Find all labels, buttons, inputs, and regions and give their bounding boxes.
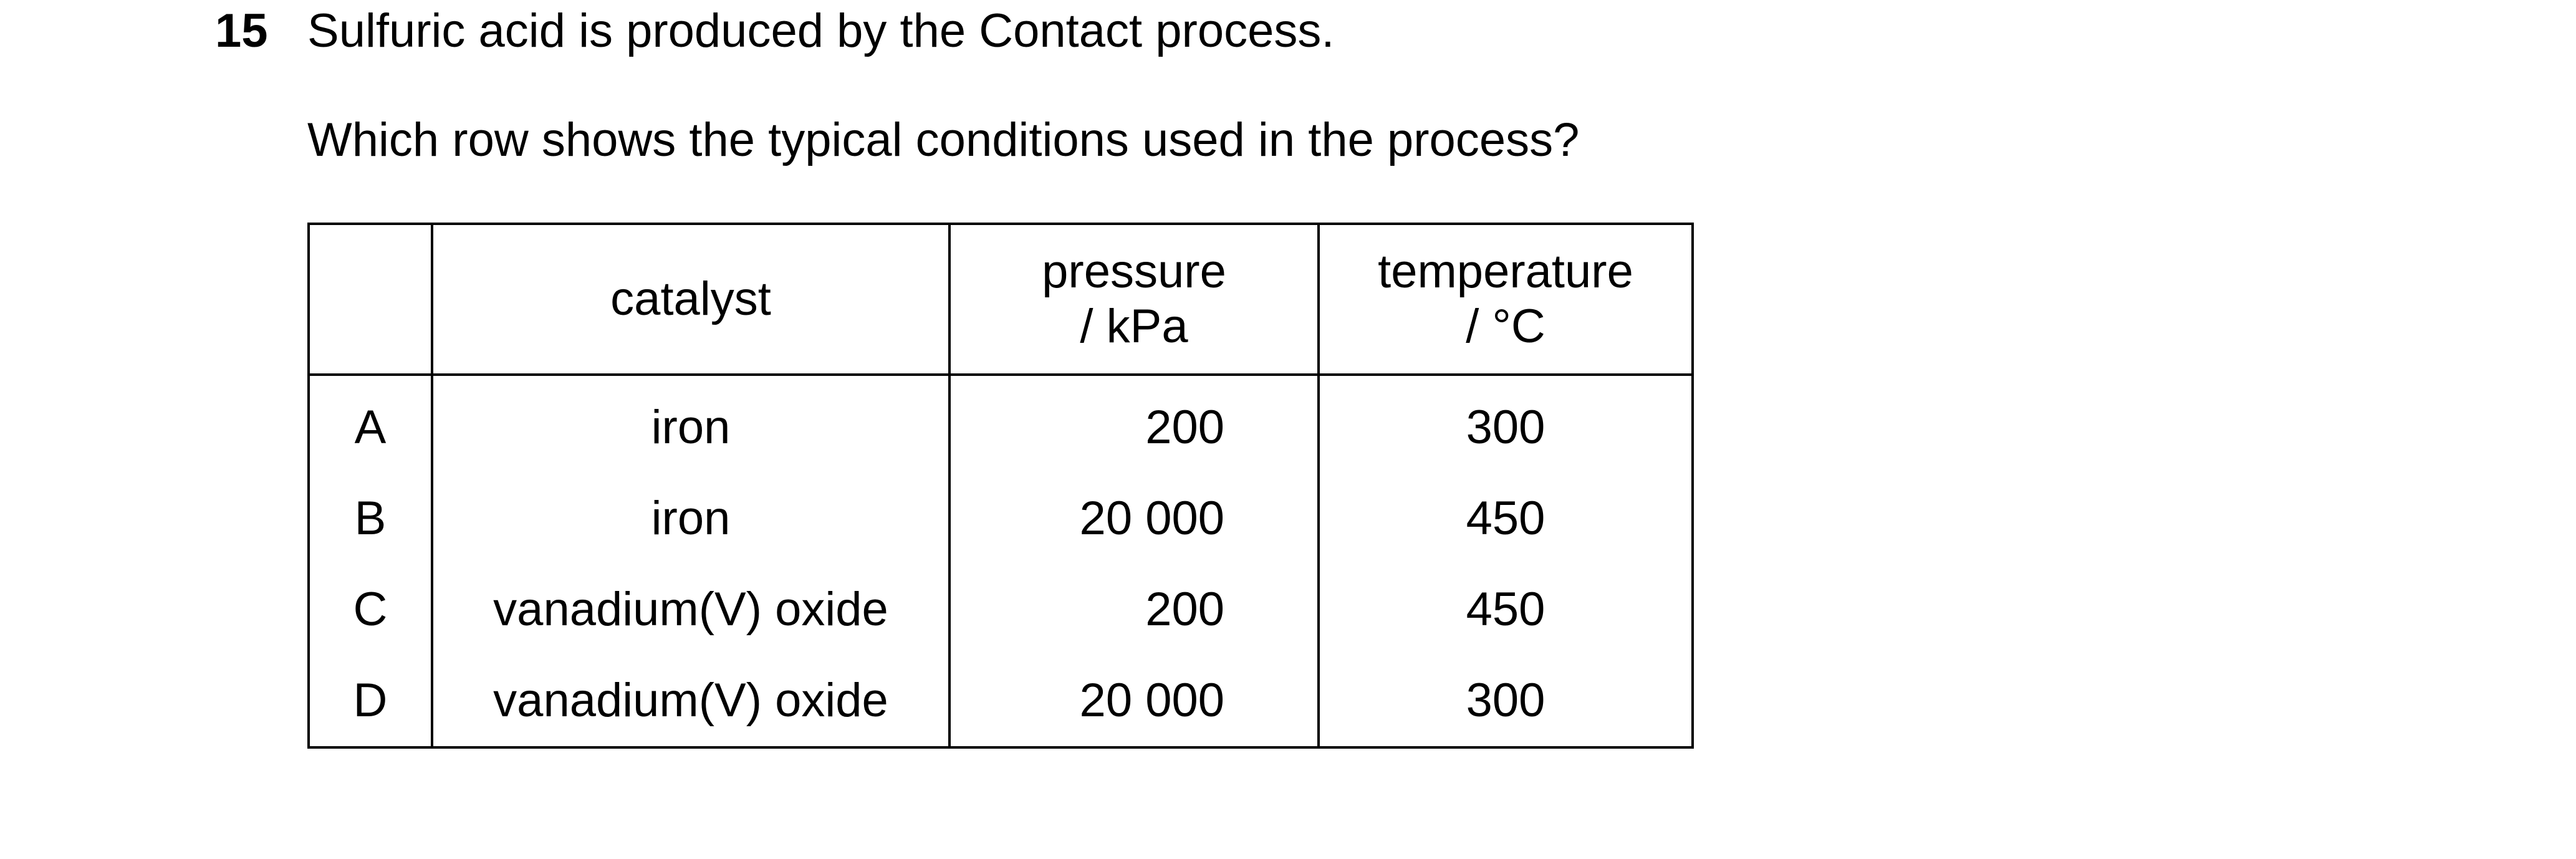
header-temperature (1319, 224, 1693, 375)
row-letter: C (309, 564, 432, 655)
row-pressure-value: 20 000 (1079, 674, 1224, 727)
row-pressure (949, 473, 1319, 564)
header-letter (309, 224, 432, 375)
question-number: 15 (215, 4, 268, 57)
row-catalyst: iron (432, 473, 949, 564)
row-letter: B (309, 473, 432, 564)
row-pressure-value: 20 000 (1079, 492, 1224, 545)
row-letter: D (309, 655, 432, 747)
table-header-row (309, 224, 1693, 375)
row-pressure (949, 564, 1319, 655)
row-temperature: 450 (1319, 473, 1693, 564)
header-pressure-line1: pressure (1042, 245, 1226, 298)
header-temperature-line2: / °C (1466, 300, 1545, 353)
row-pressure (949, 375, 1319, 473)
row-pressure-value: 200 (1145, 401, 1224, 454)
row-pressure-value: 200 (1145, 583, 1224, 636)
options-table (307, 223, 1694, 749)
row-letter: A (309, 375, 432, 473)
table-row (309, 564, 1693, 655)
header-catalyst: catalyst (432, 224, 949, 375)
table-row (309, 655, 1693, 747)
header-pressure (949, 224, 1319, 375)
row-temperature: 450 (1319, 564, 1693, 655)
row-temperature: 300 (1319, 375, 1693, 473)
table-row (309, 375, 1693, 473)
row-pressure (949, 655, 1319, 747)
question-prompt: Which row shows the typical conditions used in the process? (307, 113, 1580, 166)
question-stem: Sulfuric acid is produced by the Contact process. (307, 4, 1335, 57)
row-catalyst: vanadium(V) oxide (432, 655, 949, 747)
header-pressure-line2: / kPa (1080, 300, 1188, 353)
table-row (309, 473, 1693, 564)
row-catalyst: vanadium(V) oxide (432, 564, 949, 655)
row-temperature: 300 (1319, 655, 1693, 747)
header-temperature-line1: temperature (1378, 245, 1633, 298)
row-catalyst: iron (432, 375, 949, 473)
